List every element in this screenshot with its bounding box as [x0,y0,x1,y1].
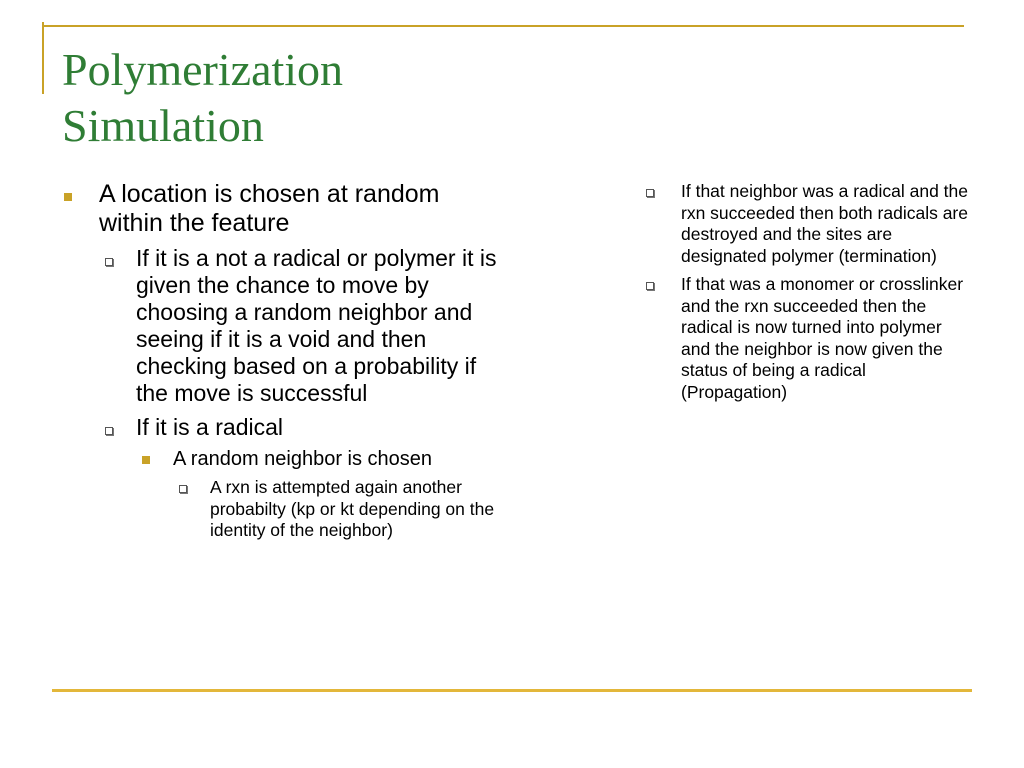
bullet-text: If it is a not a radical or polymer it is given the chance to move by choosing a random neighbor and seeing if it is a void and then checking based on a probability if the move is successful [136,245,497,406]
list-item [640,181,970,267]
list-item-level2 [99,245,508,407]
right-column [640,181,970,410]
bullet-text: If that neighbor was a radical and the rxn succeeded then both radicals are destroyed and the sites are designated polymer (termination) [681,181,968,266]
list-item-level4 [174,477,508,542]
list-item-level1 [58,180,508,238]
accent-bottom-line [52,689,972,692]
list-item [640,274,970,403]
list-item-level2 [99,414,508,441]
title-line-2: Simulation [62,99,264,151]
bullet-text: A location is chosen at random within the feature [99,180,440,237]
hollow-square-bullet-icon [105,427,113,435]
square-bullet-icon [142,456,150,464]
bullet-text: A rxn is attempted again another probabilty (kp or kt depending on the identity of the neighbor) [210,477,495,540]
square-bullet-icon [64,193,72,201]
accent-top-line [42,25,964,27]
hollow-square-bullet-icon [646,282,654,290]
hollow-square-bullet-icon [646,189,654,197]
bullet-text: If it is a radical [136,414,283,440]
accent-vertical-line [42,22,44,94]
slide-title [62,42,343,153]
bullet-text: If that was a monomer or crosslinker and the rxn succeeded then the radical is now turned into polymer and the neighbor is now given the status of being a radical (Propagation) [681,274,964,402]
bullet-text: A random neighbor is chosen [173,448,433,470]
list-item-level3 [136,447,508,471]
hollow-square-bullet-icon [105,258,113,266]
left-column [58,180,508,542]
hollow-square-bullet-icon [179,485,187,493]
title-line-1: Polymerization [62,44,344,95]
